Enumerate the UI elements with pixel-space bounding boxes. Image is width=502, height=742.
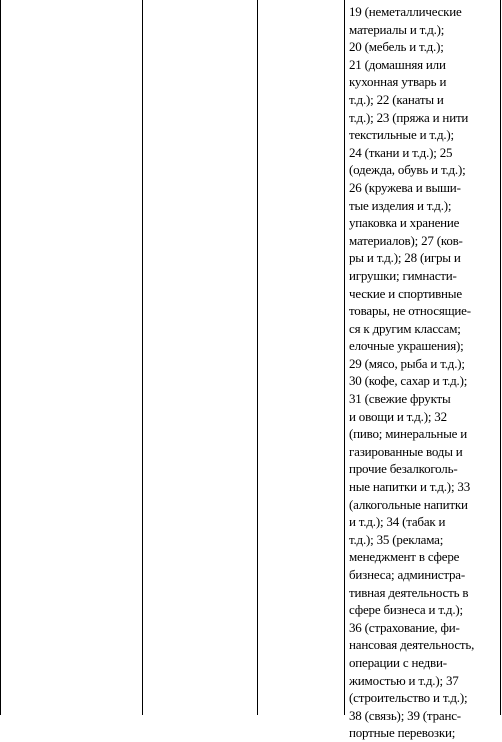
text-line: т.д.); 22 (канаты и — [349, 91, 444, 107]
text-line: нансовая деятельность, — [349, 637, 475, 653]
text-line: 36 (страхование, фи- — [349, 619, 460, 635]
text-line: ся к другим классам; — [349, 320, 461, 336]
text-line: т.д.); 35 (реклама; — [349, 531, 444, 547]
text-line: т.д.); 23 (пряжа и нити — [349, 109, 469, 125]
table-cell-column-2 — [143, 0, 257, 715]
text-line: прочие безалкоголь- — [349, 461, 458, 477]
text-line: игрушки; гимнасти- — [349, 267, 457, 283]
text-line: товары, не относящие- — [349, 303, 471, 319]
goods-classes-text — [349, 3, 499, 742]
text-line: 20 (мебель и т.д.); — [349, 39, 444, 55]
text-line: 24 (ткани и т.д.); 25 — [349, 144, 453, 160]
text-line: материалов); 27 (ков- — [349, 232, 463, 248]
text-line: портные перевозки; — [349, 725, 456, 741]
text-line: (строительство и т.д.); — [349, 690, 468, 706]
text-line: операции с недви- — [349, 654, 447, 670]
text-line: 30 (кофе, сахар и т.д.); — [349, 373, 468, 389]
text-line: ры и т.д.); 28 (игры и — [349, 250, 461, 266]
text-line: елочные украшения); — [349, 338, 464, 354]
table-cell-column-1 — [1, 0, 142, 715]
text-line: кухонная утварь и — [349, 74, 447, 90]
text-line: (одежда, обувь и т.д.); — [349, 162, 466, 178]
text-line: 31 (свежие фрукты — [349, 391, 451, 407]
text-line: 38 (связь); 39 (транс- — [349, 707, 461, 723]
text-line: материалы и т.д.); — [349, 21, 445, 37]
text-line: и овощи и т.д.); 32 — [349, 408, 447, 424]
text-line: тивная деятельность в — [349, 584, 469, 600]
text-line: текстильные и т.д.); — [349, 127, 454, 143]
text-line: 26 (кружева и выши- — [349, 179, 461, 195]
text-line: 19 (неметаллические — [349, 4, 462, 19]
text-line: упаковка и хранение — [349, 215, 460, 231]
text-line: тые изделия и т.д.); — [349, 197, 452, 213]
text-line: газированные воды и — [349, 443, 463, 459]
text-line: бизнеса; администра- — [349, 567, 466, 582]
text-line: (пиво; минеральные и — [349, 426, 468, 442]
table-cell-column-3 — [258, 0, 344, 715]
text-line: ческие и спортивные — [349, 285, 462, 301]
text-line: ные напитки и т.д.); 33 — [349, 479, 471, 495]
text-line: менеджмент в сфере — [349, 549, 460, 565]
text-line: 21 (домашняя или — [349, 56, 446, 72]
text-line: 29 (мясо, рыба и т.д.); — [349, 355, 465, 371]
text-line: и т.д.); 34 (табак и — [349, 514, 446, 530]
text-line: жимостью и т.д.); 37 — [349, 672, 459, 688]
text-line: (алкогольные напитки — [349, 496, 468, 512]
table-right-border — [500, 0, 501, 715]
text-line: сфере бизнеса и т.д.); — [349, 602, 463, 618]
